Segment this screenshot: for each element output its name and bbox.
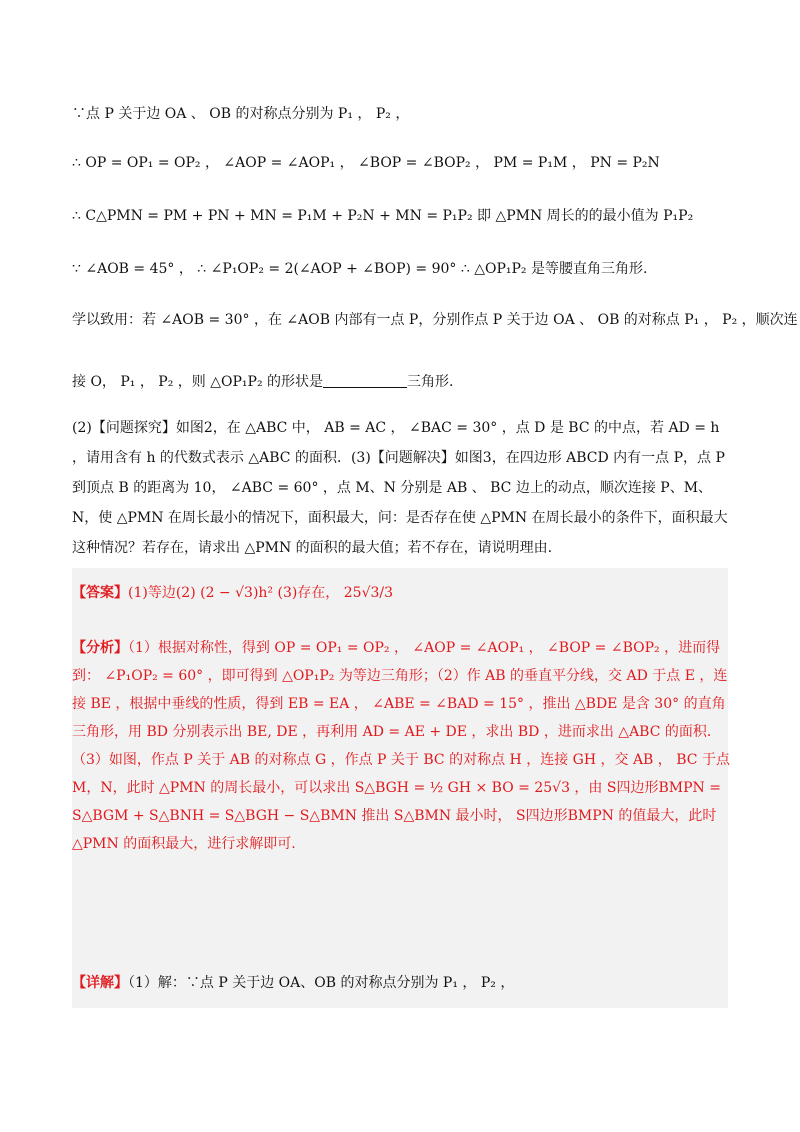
- proof-line-1: ∵点 P 关于边 OA 、 OB 的对称点分别为 P₁ ， P₂ ，: [72, 106, 410, 122]
- proof-line-3: ∴ C△PMN = PM + PN + MN = P₁M + P₂N + MN = P₁P₂ 即 △PMN 周长的的最小值为 P₁P₂: [72, 208, 694, 224]
- detail-line: [72, 973, 732, 993]
- analysis-paragraph: [72, 634, 732, 858]
- answer-blank: [323, 373, 407, 388]
- detail-label: 【详解】: [72, 975, 128, 991]
- answer-text: (1)等边(2) (2 − √3)h² (3)存在， 25√3/3: [128, 585, 394, 601]
- proof-line-4: ∵ ∠AOB = 45° ， ∴ ∠P₁OP₂ = 2(∠AOP + ∠BOP) = 90° ∴ △OP₁P₂ 是等腰直角三角形.: [72, 261, 648, 277]
- apply-line-2-text: 接 O， P₁ ， P₂ ，则 △OP₁P₂ 的形状是: [72, 374, 324, 390]
- answer-line: [72, 583, 732, 603]
- apply-line-2: [72, 372, 732, 392]
- analysis-text: （1）根据对称性，得到 OP = OP₁ = OP₂ ， ∠AOP = ∠AOP₁ ， ∠BOP = ∠BOP₂ ，进而得到： ∠P₁OP₂ = 60° ，即可得到 △OP₁P₂ 为等边三角形；（2）作 AB 的垂直平分线，交 AD 于点 E ，连接 BE ，根据中垂线的性质，得到 EB = EA ， ∠ABE = ∠BAD = 15° ，推出 △BDE 是含 30° 的直角三角形，用 BD 分别表示出 BE, DE ，再利用 AD = AE + DE ，求出 BD ，进而求出 △ABC 的面积．（3）如图，作点 P 关于 AB 的对称点 G ，作点 P 关于 BC 的对称点 H ，连接 GH ，交 AB ， BC 于点 M，N，此时 △PMN 的周长最小，可以求出 S△BGH = ½ GH × BO = 25√3 ，由 S四边形BMPN = S△BGM + S△BNH = S△BGH − S△BMN 推出 S△BMN 最小时， S四边形BMPN 的值最大，此时 △PMN 的面积最大，进行求解即可.: [72, 640, 730, 852]
- answer-label: 【答案】: [72, 585, 128, 601]
- problem-paragraph: (2)【问题探究】如图2，在 △ABC 中， AB = AC ， ∠BAC = 30° ，点 D 是 BC 的中点，若 AD = h ，请用含有 h 的代数式表示 △ABC 的面积．(3)【问题解决】如图3，在四边形 ABCD 内有一点 P，点 P 到顶点 B 的距离为 10， ∠ABC = 60° ，点 M、N 分别是 AB 、 BC 边上的动点，顺次连接 P、M、N，使 △PMN 在周长最小的情况下，面积最大，问：是否存在使 △PMN 在周长最小的条件下，面积最大这种情况？若存在，请求出 △PMN 的面积的最大值；若不存在，请说明理由.: [72, 420, 728, 556]
- analysis-label: 【分析】: [72, 640, 128, 656]
- detail-text: （1）解：∵点 P 关于边 OA、OB 的对称点分别为 P₁ ， P₂ ，: [128, 975, 515, 991]
- proof-line-2: ∴ OP = OP₁ = OP₂ ， ∠AOP = ∠AOP₁ ， ∠BOP = ∠BOP₂ ， PM = P₁M ， PN = P₂N: [72, 155, 660, 171]
- apply-line-1: 学以致用：若 ∠AOB = 30° ，在 ∠AOB 内部有一点 P，分别作点 P 关于边 OA 、 OB 的对称点 P₁ ， P₂ ，顺次连: [72, 312, 798, 328]
- apply-line-2-end: 三角形.: [407, 374, 454, 390]
